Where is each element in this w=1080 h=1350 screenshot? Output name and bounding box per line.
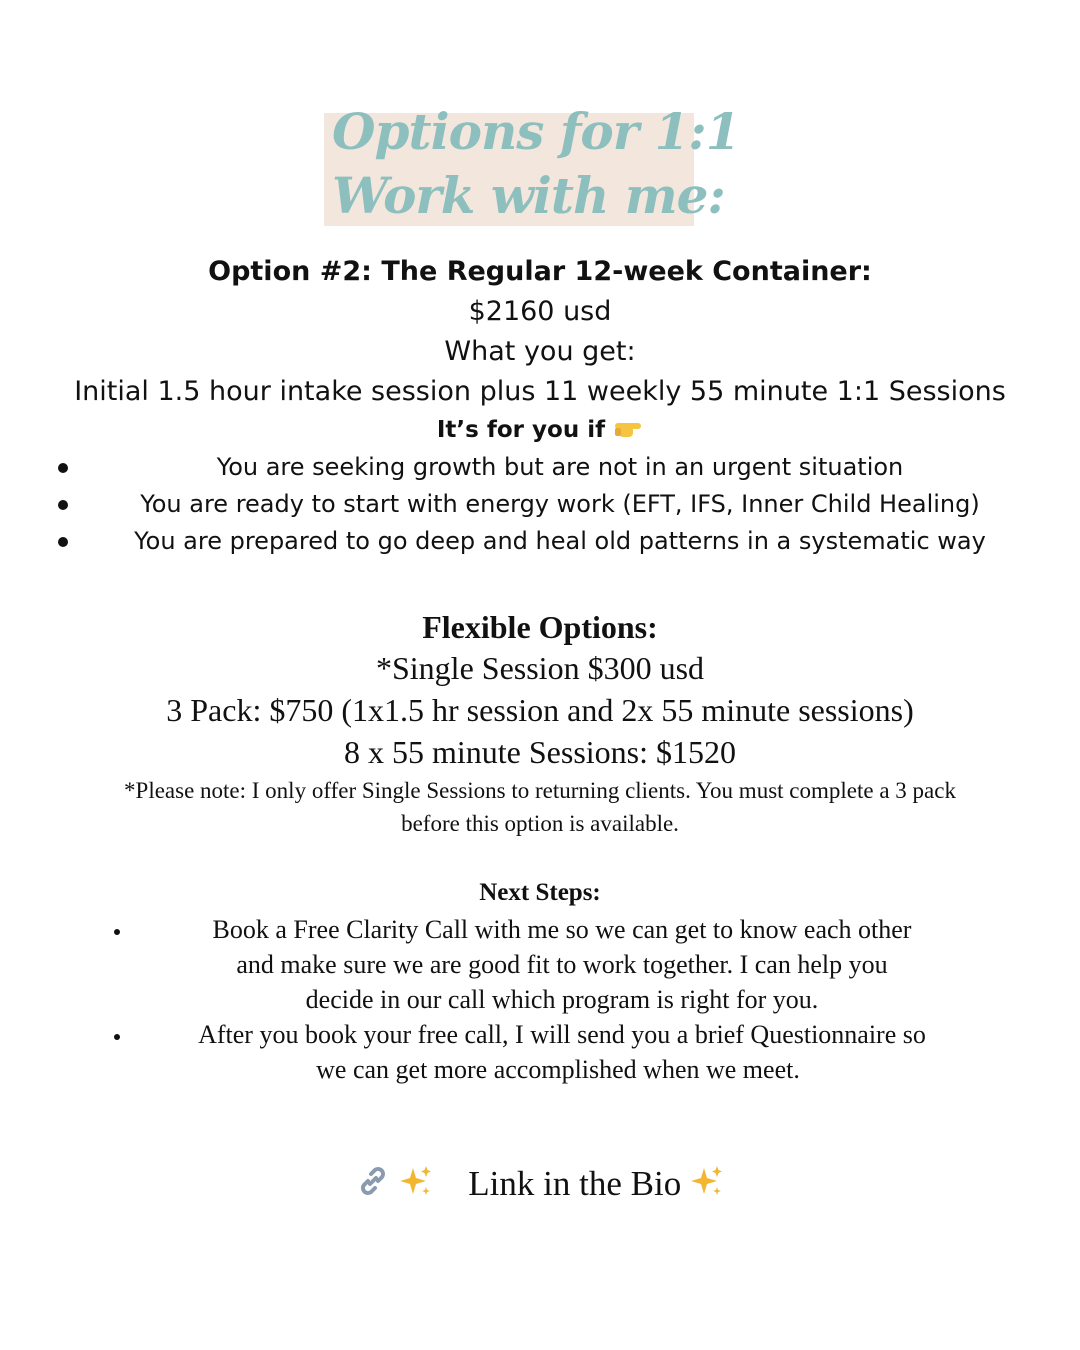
link-in-bio-text: Link in the Bio: [468, 1164, 682, 1203]
note-line-1: *Please note: I only offer Single Sessions to returning clients. You must complete a 3 pack: [124, 778, 956, 803]
option-price: $2160 usd: [468, 296, 612, 327]
next-steps-heading: Next Steps:: [479, 879, 601, 906]
eight-session-line: 8 x 55 minute Sessions: $1520: [343, 734, 736, 770]
three-pack-line: 3 Pack: $750 (1x1.5 hr session and 2x 55 minute sessions): [166, 692, 914, 728]
bullet-dot-3: [58, 537, 68, 547]
for-you-label: It’s for you if: [436, 417, 606, 443]
option-description: Initial 1.5 hour intake session plus 11 weekly 55 minute 1:1 Sessions: [74, 376, 1006, 407]
flexible-options-heading: Flexible Options:: [422, 609, 658, 645]
next-step-1-line-2: and make sure we are good fit to work together. I can help you: [236, 950, 888, 979]
link-in-bio-row: [0, 1160, 1080, 1211]
note-line-2: before this option is available.: [401, 811, 679, 836]
for-you-bullet-2: You are ready to start with energy work (EFT, IFS, Inner Child Healing): [140, 490, 980, 518]
next-step-2-line-2: we can get more accomplished when we meet.: [316, 1055, 800, 1084]
bullet-dot-2: [58, 500, 68, 510]
sparkles-icon: [399, 1163, 433, 1211]
for-you-label-row: [0, 414, 1080, 447]
what-you-get-label: What you get:: [444, 336, 636, 367]
next-step-1-line-1: Book a Free Clarity Call with me so we can get to know each other: [212, 915, 912, 944]
option-heading: Option #2: The Regular 12-week Container:: [208, 256, 872, 287]
sparkles-icon: [690, 1163, 724, 1211]
next-step-2-line-1: After you book your free call, I will send you a brief Questionnaire so: [198, 1020, 926, 1049]
pointing-hand-icon: [613, 415, 643, 447]
single-session-line: *Single Session $300 usd: [375, 650, 705, 686]
bullet-dot-1: [58, 463, 68, 473]
link-icon: [356, 1163, 390, 1211]
page-title-line-2: Work with me:: [332, 166, 725, 225]
next-step-1-line-3: decide in our call which program is right for you.: [305, 985, 819, 1014]
for-you-bullet-3: You are prepared to go deep and heal old patterns in a systematic way: [134, 527, 986, 555]
page-title-line-1: Options for 1:1: [332, 102, 740, 161]
for-you-bullet-1: You are seeking growth but are not in an urgent situation: [216, 453, 904, 481]
